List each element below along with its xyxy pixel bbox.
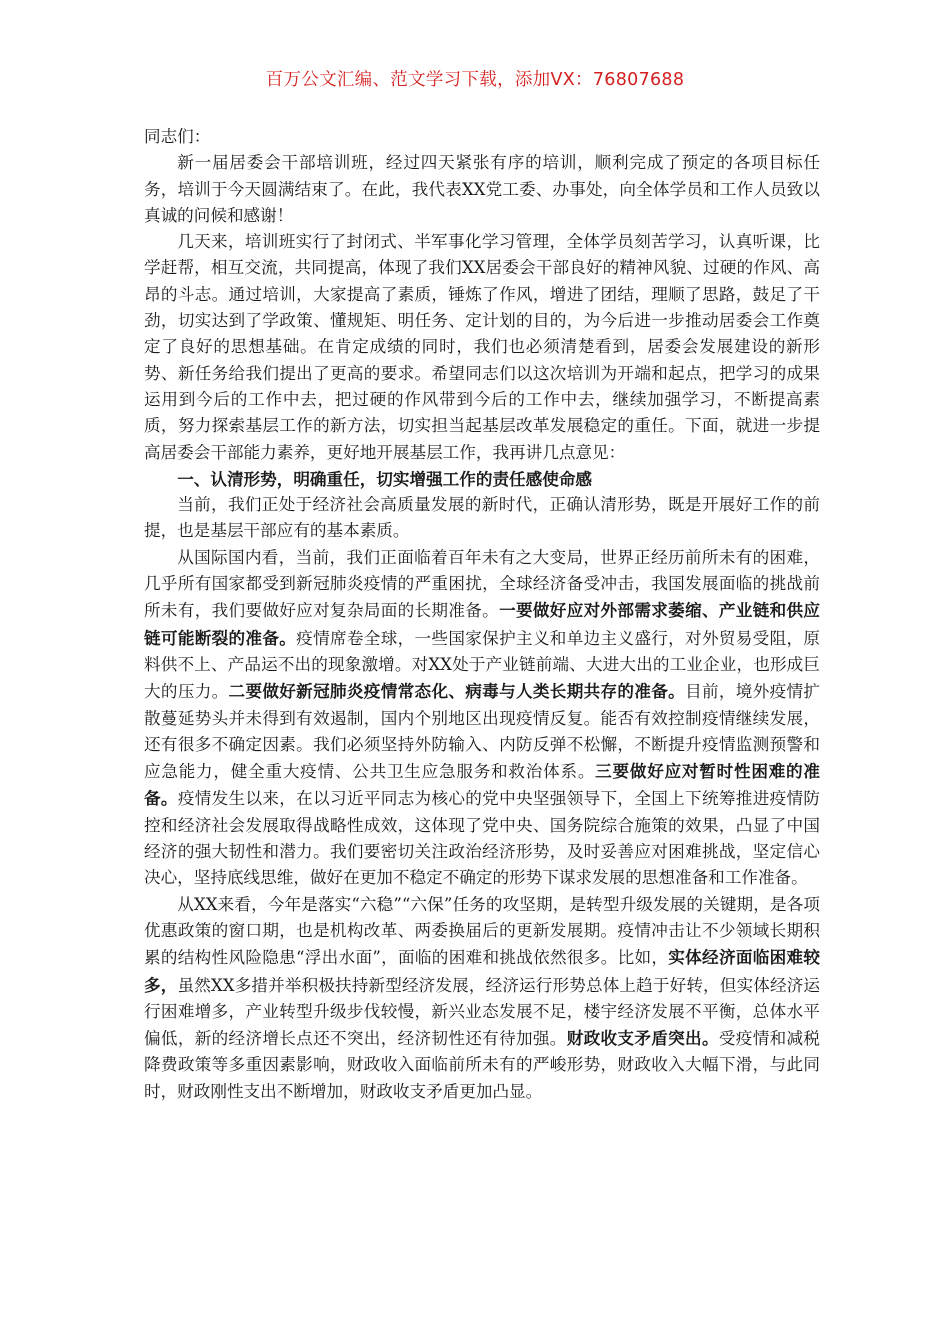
paragraph-situation: 当前，我们正处于经济社会高质量发展的新时代，正确认清形势，既是开展好工作的前提，也是基层干部应有的基本素质。 <box>144 495 820 541</box>
section-heading-1: 一、认清形势，明确重任，切实增强工作的责任感使命感 <box>177 468 593 489</box>
paragraph-intro: 新一届居委会干部培训班，经过四天紧张有序的培训，顺利完成了预定的各项目标任务，培训于今天圆满结束了。在此，我代表XX党工委、办事处，向全体学员和工作人员致以真诚的问候和感谢！ <box>144 153 820 225</box>
text-run: 从XX来看，今年是落实“六稳”“六保”任务的攻坚期，是转型升级发展的关键期，是各项优惠政策的窗口期，也是机构改革、两委换届后的更新发展期。疫情冲击让不少领域长期积累的结构性风险隐患“浮出水面”，面临的困难和挑战依然很多。比如， <box>144 894 820 968</box>
text-run: 目前，境外疫情扩散蔓延势头并未得到有效遏制，国内个别地区出现疫情反复。能否有效控制疫情继续发展，还有很多不确定因素。我们必须坚持外防输入、内防反弹不松懈，不断提升疫情监测预警和应急能力，健全重大疫情、公共卫生应急服务和救治体系。 <box>144 682 821 782</box>
paragraph-international-domestic <box>144 545 820 892</box>
document-body <box>144 124 820 1105</box>
text-run: 疫情发生以来，在以习近平同志为核心的党中央坚强领导下，全国上下统筹推进疫情防控和经济社会发展取得战略性成效，这体现了党中央、国务院综合施策的效果，凸显了中国经济的强大韧性和潜力。我们要密切关注政治经济形势，及时妥善应对困难挑战，坚定信心决心，坚持底线思维，做好在更加不稳定不确定的形势下谋求发展的思想准备和工作准备。 <box>144 789 821 888</box>
bold-point-2: 二要做好新冠肺炎疫情常态化、病毒与人类长期共存的准备。 <box>228 681 686 702</box>
text-run: 从国际国内看，当前，我们正面临着百年未有之大变局，世界正经历前所未有的困难，几乎所有国家都受到新冠肺炎疫情的严重困扰，全球经济备受冲击，我国发展面临的挑战前所未有，我们要做好应对复杂局面的长期准备。 <box>144 547 820 621</box>
bold-point-1: 一要做好应对外部需求萎缩、产业链和供应链可能断裂的准备。 <box>144 600 821 648</box>
bold-point-3: 三要做好应对暂时性困难的准备。 <box>144 761 820 809</box>
paragraph-local-situation <box>144 892 820 1105</box>
header-banner: 百万公文汇编、范文学习下载，添加VX：76807688 <box>265 70 685 90</box>
text-run: 疫情席卷全球，一些国家保护主义和单边主义盛行，对外贸易受阻，原料供不上、产品运不出的现象激增。对XX处于产业链前端、大进大出的工业企业，也形成巨大的压力。 <box>144 628 820 702</box>
text-run: 虽然XX多措并举积极扶持新型经济发展，经济运行形势总体上趋于好转，但实体经济运行困难增多，产业转型升级步伐较慢，新兴业态发展不足，楼宇经济发展不平衡，总体水平偏低，新的经济增长点还不突出，经济韧性还有待加强。 <box>144 975 821 1049</box>
bold-point-economy: 实体经济面临困难较多， <box>144 947 820 995</box>
salutation: 同志们： <box>144 127 211 146</box>
text-run: 受疫情和减税降费政策等多重因素影响，财政收入面临前所未有的严峻形势，财政收入大幅下滑，与此同时，财政刚性支出不断增加，财政收支矛盾更加凸显。 <box>144 1029 821 1101</box>
paragraph-training-summary: 几天来，培训班实行了封闭式、半军事化学习管理，全体学员刻苦学习，认真听课，比学赶帮，相互交流，共同提高，体现了我们XX居委会干部良好的精神风貌、过硬的作风、高昂的斗志。通过培训，大家提高了素质，锤炼了作风，增进了团结，理顺了思路，鼓足了干劲，切实达到了学政策、懂规矩、明任务、定计划的目的，为今后进一步推动居委会工作奠定了良好的思想基础。在肯定成绩的同时，我们也必须清楚看到，居委会发展建设的新形势、新任务给我们提出了更高的要求。希望同志们以这次培训为开端和起点，把学习的成果运用到今后的工作中去，把过硬的作风带到今后的工作中去，继续加强学习，不断提高素质，努力探索基层工作的新方法，切实担当起基层改革发展稳定的重任。下面，就进一步提高居委会干部能力素养，更好地开展基层工作，我再讲几点意见： <box>144 232 820 462</box>
bold-point-finance: 财政收支矛盾突出。 <box>566 1028 719 1049</box>
